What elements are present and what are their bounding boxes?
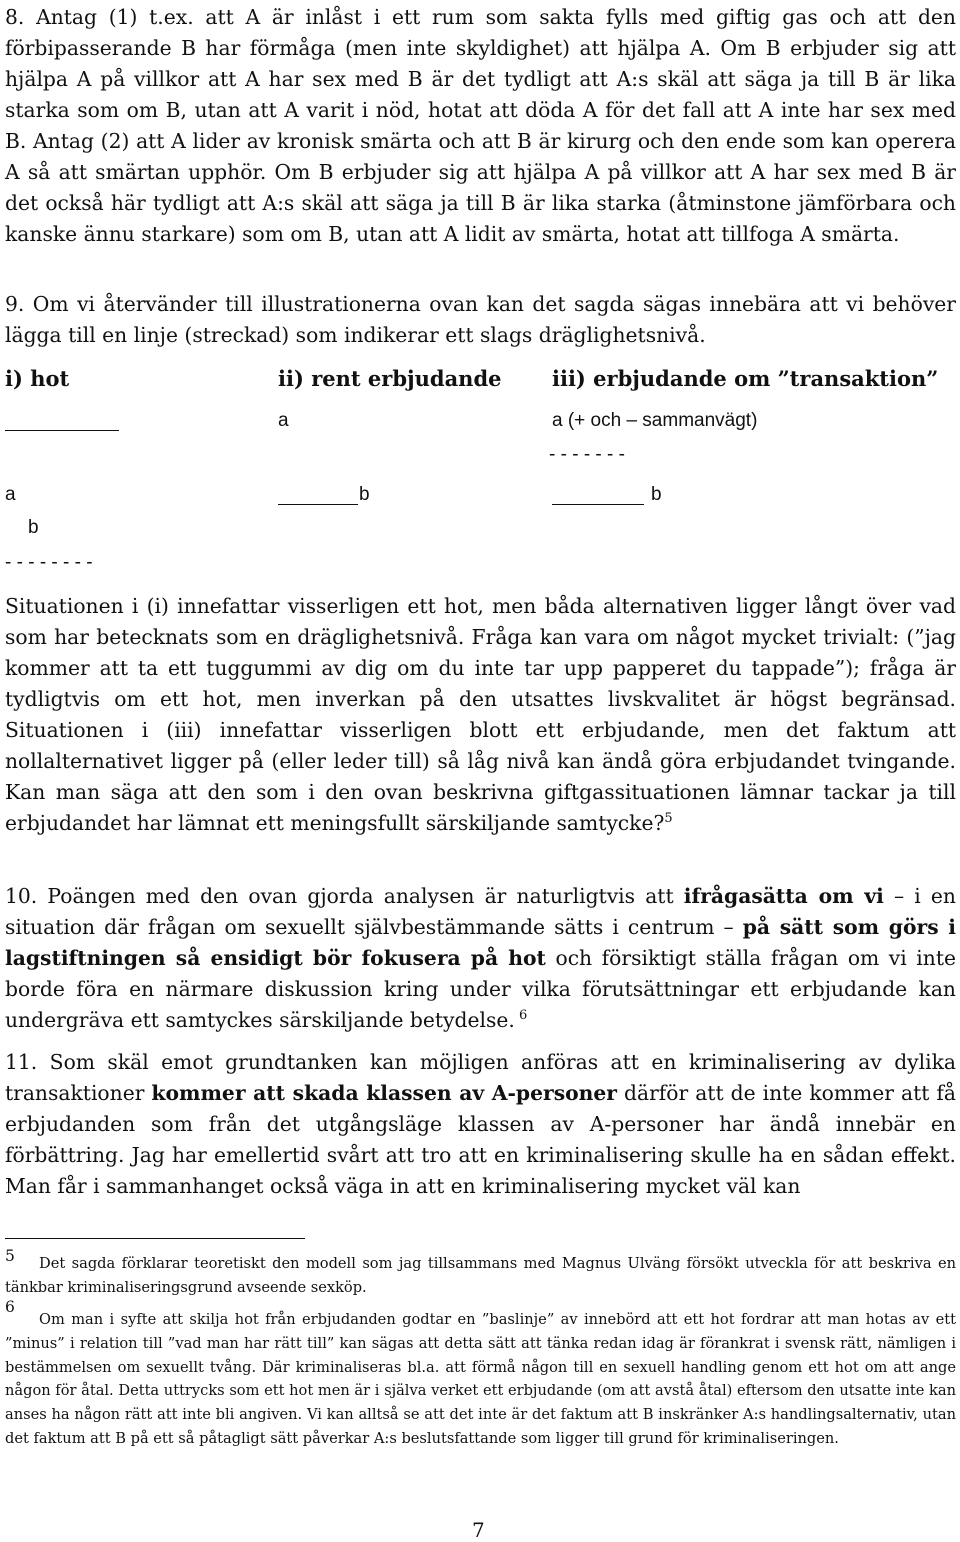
diagram-col3-a-label: a (+ och – sammanvägt): [552, 410, 758, 431]
footnote-ref-6[interactable]: 6: [514, 1008, 528, 1024]
footnote-5-text: Det sagda förklarar teoretiskt den modell som jag tillsammans med Magnus Ulväng försökt utveckla för att beskriva en tänkbar kriminaliseringsgrund avseende sexköp.: [5, 1255, 956, 1296]
diagram-col1-a-label: a: [5, 484, 16, 505]
paragraph-10-text-1: 10. Poängen med den ovan gjorda analysen är naturligtvis att: [5, 884, 684, 908]
paragraph-10: [5, 881, 956, 1036]
paragraph-11: [5, 1047, 956, 1202]
footnote-ref-5[interactable]: 5: [664, 811, 673, 827]
page-number: 7: [472, 1518, 485, 1542]
paragraph-11-text-2: därför att de inte kommer att få erbjudanden som från det utgångsläge klassen av A-personer har ändå innebär en förbättring. Jag har emellertid svårt att tro att en kriminalisering skulle ha en sådan effekt. Man får i sammanhanget också väga in att en kriminalisering mycket väl kan: [5, 1081, 957, 1198]
paragraph-10-emphasis-2: på sätt som görs i lagstiftningen så ensidigt bör fokusera på hot: [5, 915, 956, 970]
paragraph-situation-text: Situationen i (i) innefattar visserligen ett hot, men båda alternativen ligger långt över vad som har betecknats som en dräglighetsnivå. Fråga kan vara om något mycket trivialt: (”jag kommer att ta ett tuggummi av dig om du inte tar upp papperet du tappade”); fråga är tydligtvis om ett hot, men inverkan på den utsattes livskvalitet är högst begränsad. Situationen i (iii) innefattar visserligen blott ett erbjudande, men det faktum att nollalternativet ligger på (eller leder till) så låg nivå kan ändå göra erbjudandet tvingande. Kan man säga att den som i den ovan beskrivna giftgassituationen lämnar tackar ja till erbjudandet har lämnat ett meningsfullt särskiljande samtycke?: [5, 594, 956, 835]
footnote-separator: [5, 1238, 305, 1239]
diagram-col2-baseline: [278, 504, 358, 505]
paragraph-10-emphasis-1: ifrågasätta om vi: [683, 884, 884, 908]
footnote-6-text: Om man i syfte att skilja hot från erbjudanden godtar en ”baslinje” av innebörd att ett hot fordrar att man hotas av ett ”minus” i relation till ”vad man har rätt till” kan sägas att detta sätt att tänka redan idag är förankrat i svensk rätt, nämligen i bestämmelsen om sexuellt tvång. Där kriminaliseras bl.a. att förmå någon till en sexuell handling genom ett hot om att ange någon för åtal. Detta uttrycks som ett hot men är i själva verket ett erbjudande (om att avstå åtal) eftersom den utsatte inte kan anses ha någon rätt att inte bli angiven. Vi kan alltså se att det inte är det faktum att B inskränker A:s handlingsalternativ, utan det faktum att B på ett så påtagligt sätt påverkar A:s beslutsfattande som ligger till grund för kriminaliseringen.: [5, 1311, 956, 1447]
diagram-col3-b-label: b: [651, 484, 662, 505]
diagram-col3-baseline: [552, 504, 644, 505]
diagram-col2-b-label: b: [359, 484, 370, 505]
footnote-5: [5, 1252, 956, 1300]
diagram-header-transaction-offer: iii) erbjudande om ”transaktion”: [552, 366, 939, 391]
diagram-col1-dashed-line: - - - - - - - -: [5, 552, 93, 573]
paragraph-10-text-2: – i en situation där frågan om sexuellt självbestämmande sätts i centrum –: [5, 884, 956, 939]
diagram-col2-a-label: a: [278, 410, 289, 431]
paragraph-9: 9. Om vi återvänder till illustrationerna ovan kan det sagda sägas innebära att vi behöver lägga till en linje (streckad) som indikerar ett slags dräglighetsnivå.: [5, 292, 956, 347]
diagram-col1-baseline: [5, 430, 119, 431]
paragraph-8: 8. Antag (1) t.ex. att A är inlåst i ett rum som sakta fylls med giftig gas och att den förbipasserande B har förmåga (men inte skyldighet) att hjälpa A. Om B erbjuder sig att hjälpa A på villkor att A har sex med B är det tydligt att A:s skäl att säga ja till B är lika starka som om B, utan att A varit i nöd, hotat att döda A för det fall att A inte har sex med B. Antag (2) att A lider av kronisk smärta och att B är kirurg och den ende som kan operera A så att smärtan upphör. Om B erbjuder sig att hjälpa A på villkor att A har sex med B är det också här tydligt att A:s skäl att säga ja till B är lika starka (åtminstone jämförbara och kanske ännu starkare) som om B, utan att A lidit av smärta, hotat att tillfoga A smärta.: [5, 5, 956, 246]
diagram-col1-b-label: b: [28, 517, 39, 538]
paragraph-10-text-3: och försiktigt ställa frågan om vi inte borde föra en närmare diskussion kring under vilka förutsättningar ett erbjudande kan undergräva ett samtyckes särskiljande betydelse.: [5, 946, 956, 1032]
diagram-header-threat: i) hot: [5, 366, 70, 391]
diagram-col3-dashed-line: - - - - - - -: [549, 444, 625, 465]
footnote-5-number: 5: [5, 1247, 15, 1265]
paragraph-11-emphasis: kommer att skada klassen av A-personer: [151, 1081, 617, 1105]
footnote-6: [5, 1308, 956, 1451]
diagram-header-pure-offer: ii) rent erbjudande: [278, 366, 502, 391]
footnote-6-number: 6: [5, 1298, 15, 1316]
paragraph-11-text-1: 11. Som skäl emot grundtanken kan möjligen anföras att en kriminalisering av dylika transaktioner: [5, 1050, 956, 1105]
paragraph-situation: [5, 591, 956, 839]
